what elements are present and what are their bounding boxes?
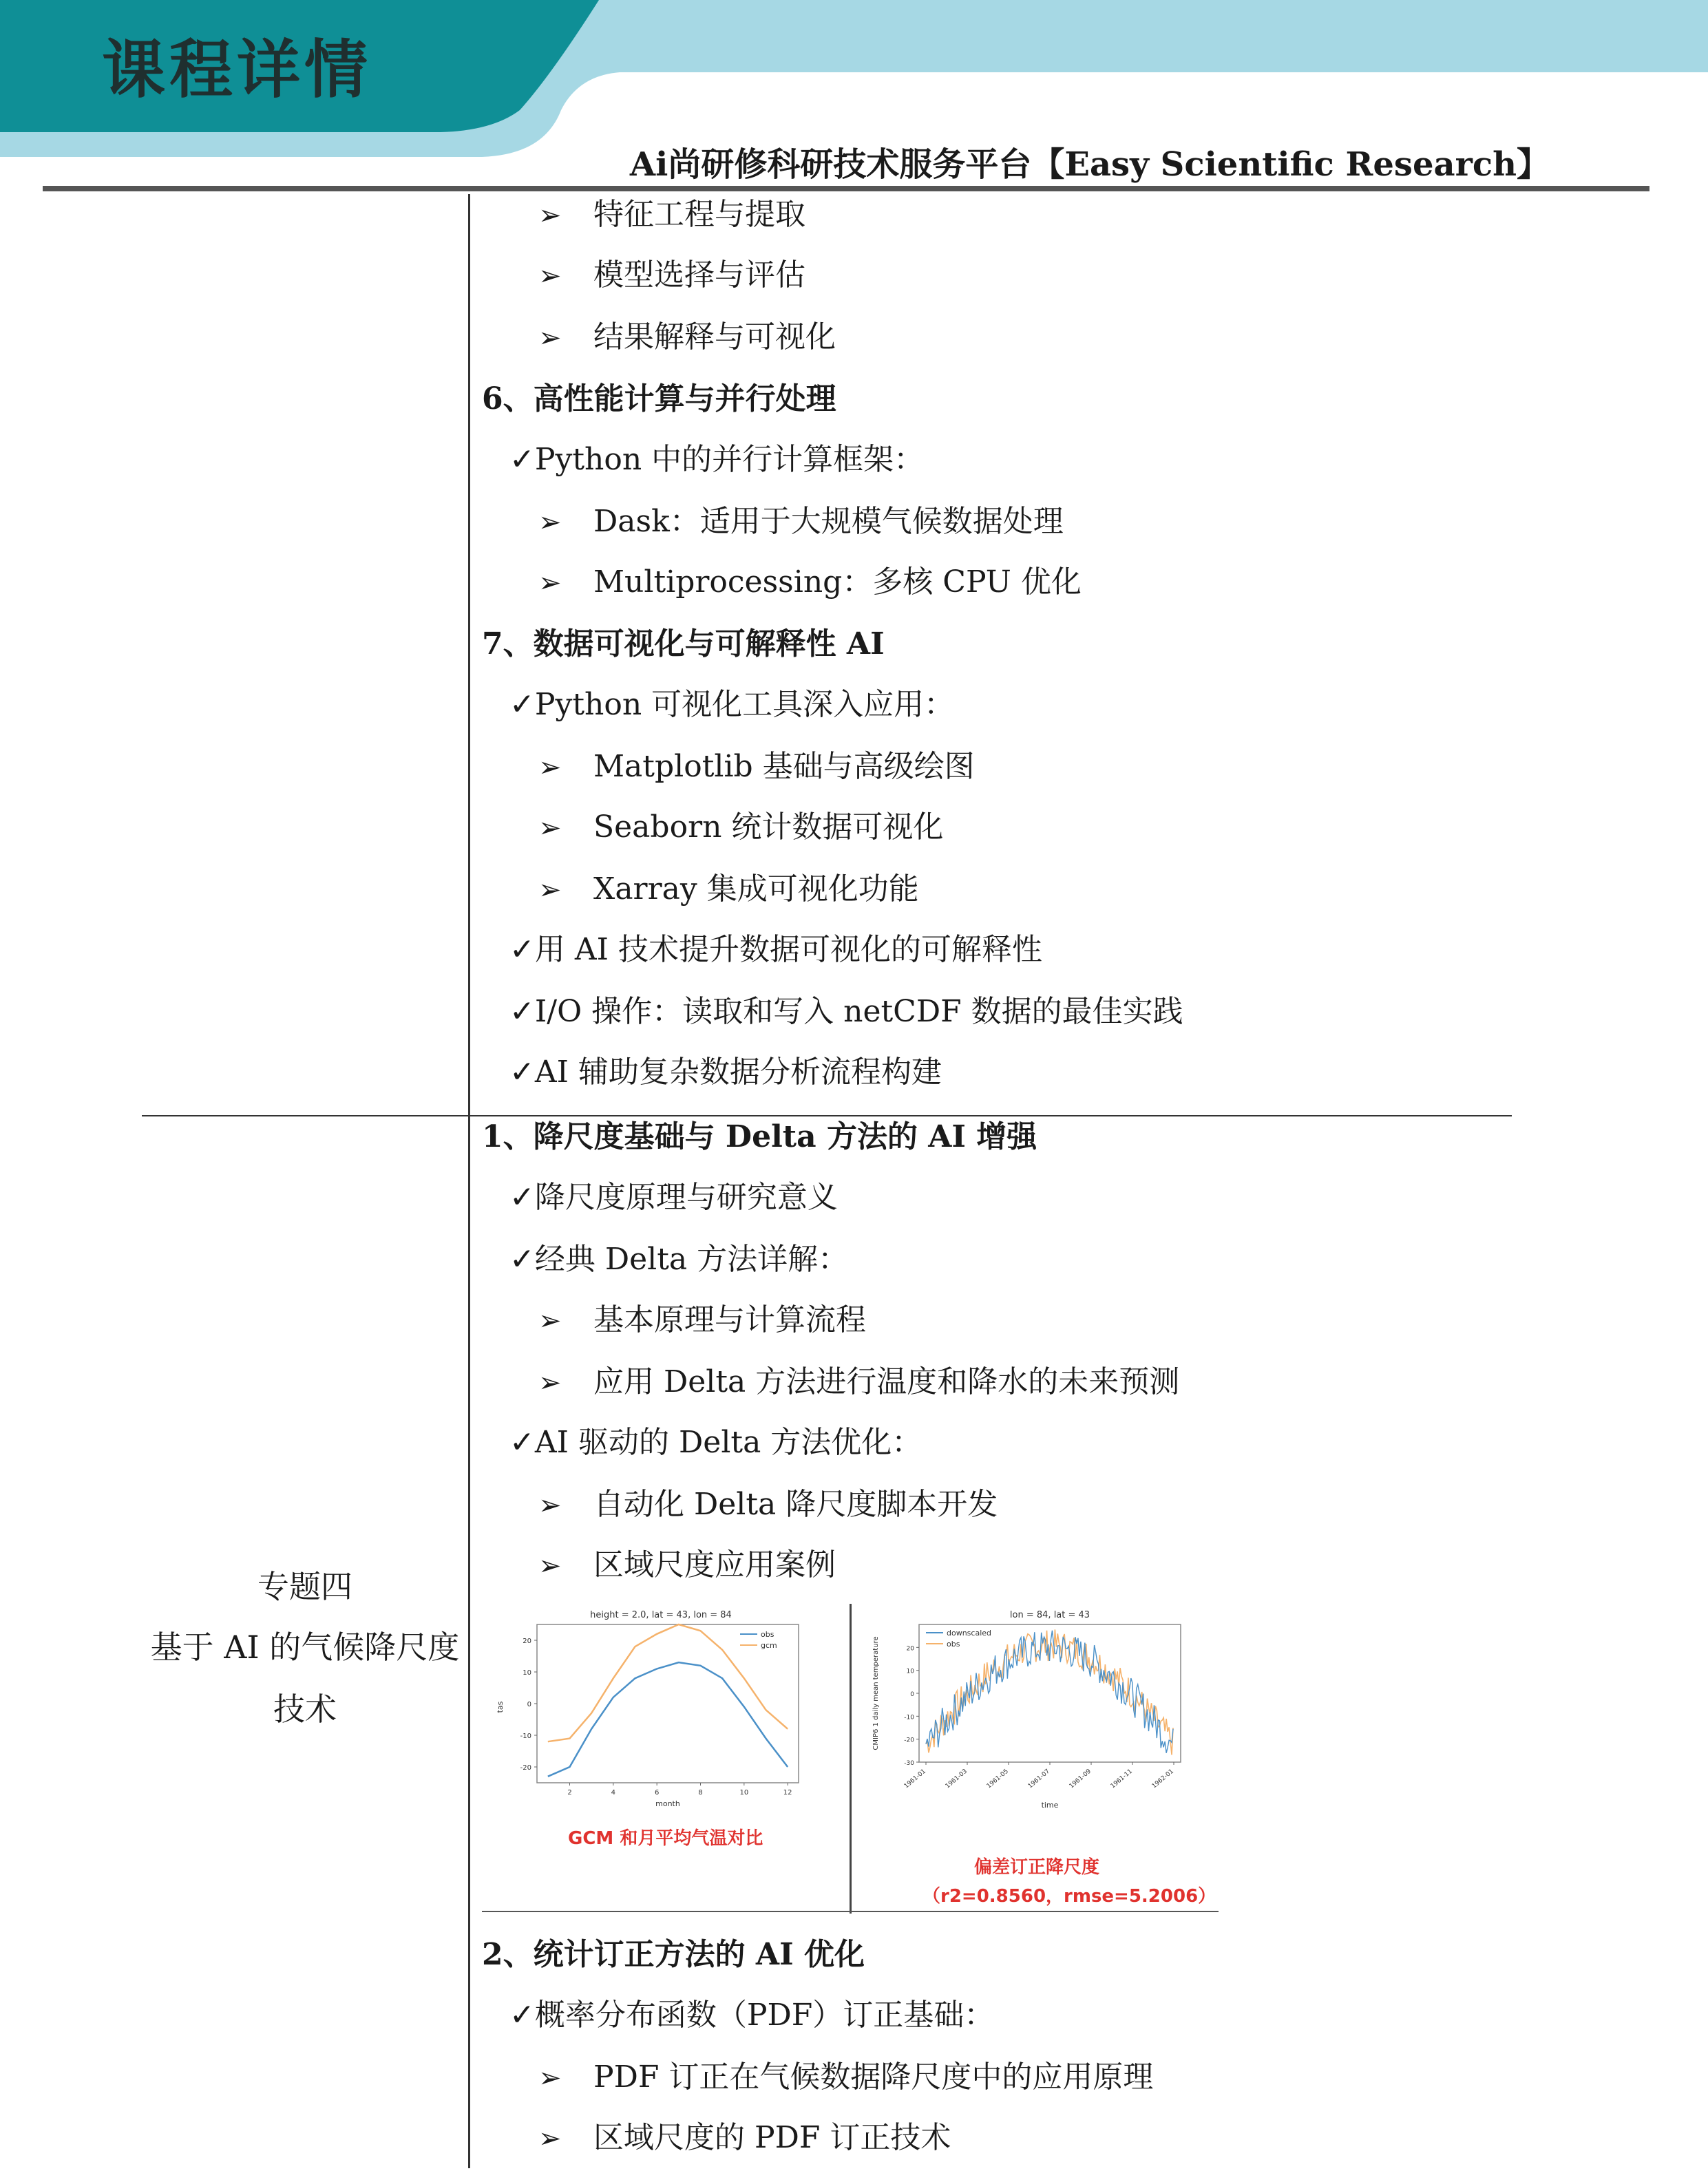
- figure-divider: [850, 1604, 852, 1914]
- x-axis-label: month: [655, 1799, 680, 1808]
- monthly-temp-chart: [482, 1604, 840, 1810]
- check-icon: ✓: [509, 687, 535, 722]
- y-axis-label: CMIP6 1 daily mean temperature: [872, 1636, 880, 1750]
- legend-label-obs: obs: [947, 1640, 960, 1649]
- arrow-icon: ➢: [538, 507, 562, 538]
- chart-title: height = 2.0, lat = 43, lon = 84: [590, 1610, 732, 1620]
- x-tick-label: 1961-01: [903, 1768, 927, 1790]
- x-tick-label: 1961-07: [1026, 1768, 1051, 1790]
- figure-right: [857, 1604, 1215, 1907]
- arrow-icon: ➢: [538, 1305, 562, 1337]
- list-item: ➢ 区域尺度的 PDF 订正技术: [538, 2120, 951, 2155]
- check-item: ✓经典 Delta 方法详解：: [509, 1242, 849, 1277]
- list-item: ➢ 基本原理与计算流程: [538, 1302, 866, 1337]
- y-tick-label: -20: [520, 1764, 531, 1772]
- list-item: ➢ 结果解释与可视化: [538, 319, 836, 354]
- downscaled-timeseries-chart: [857, 1604, 1215, 1810]
- topic-label-line1: 专题四: [257, 1568, 352, 1605]
- check-icon: ✓: [509, 1998, 535, 2033]
- y-tick-label: 0: [527, 1701, 531, 1708]
- y-tick-label: -10: [904, 1714, 914, 1722]
- arrow-icon: ➢: [538, 567, 562, 599]
- check-icon: ✓: [509, 442, 535, 477]
- list-item: ➢ 特征工程与提取: [538, 197, 805, 232]
- legend-label-downscaled: downscaled: [947, 1629, 992, 1638]
- list-item: ➢ Xarray 集成可视化功能: [538, 871, 919, 907]
- x-axis-label: time: [1041, 1801, 1059, 1810]
- y-tick-label: 0: [910, 1691, 914, 1698]
- list-item: ➢ Matplotlib 基础与高级绘图: [538, 749, 975, 784]
- x-tick-label: 1961-03: [944, 1768, 969, 1790]
- arrow-icon: ➢: [538, 874, 562, 906]
- list-item: ➢ PDF 订正在气候数据降尺度中的应用原理: [538, 2059, 1154, 2095]
- arrow-icon: ➢: [538, 2123, 562, 2154]
- list-item: ➢ Seaborn 统计数据可视化: [538, 809, 944, 845]
- page-title: 课程详情: [102, 33, 372, 107]
- legend-label-obs: obs: [761, 1630, 774, 1639]
- section-heading: 7、数据可视化与可解释性 AI: [482, 626, 885, 661]
- check-item: ✓AI 驱动的 Delta 方法优化：: [509, 1425, 922, 1460]
- check-icon: ✓: [509, 1425, 535, 1460]
- arrow-icon: ➢: [538, 2062, 562, 2094]
- y-tick-label: 20: [906, 1645, 914, 1653]
- figure-panel: [482, 1604, 1219, 1914]
- arrow-icon: ➢: [538, 812, 562, 844]
- figure-caption-right: 偏差订正降尺度: [974, 1857, 1100, 1878]
- x-tick-label: 1962-01: [1150, 1768, 1175, 1790]
- x-tick-label: 8: [698, 1789, 703, 1797]
- arrow-icon: ➢: [538, 1490, 562, 1521]
- y-tick-label: 10: [523, 1669, 531, 1677]
- check-item: ✓概率分布函数（PDF）订正基础：: [509, 1998, 995, 2033]
- topic-label-line2: 基于 AI 的气候降尺度: [150, 1629, 460, 1666]
- table-column-divider: [468, 194, 470, 2168]
- plot-frame: [537, 1624, 799, 1783]
- y-tick-label: -20: [904, 1737, 914, 1744]
- x-tick-label: 10: [739, 1789, 749, 1797]
- check-icon: ✓: [509, 1180, 535, 1215]
- x-tick-label: 1961-09: [1068, 1768, 1093, 1790]
- check-item: ✓I/O 操作：读取和写入 netCDF 数据的最佳实践: [509, 994, 1183, 1029]
- x-tick-label: 1961-11: [1109, 1768, 1134, 1790]
- figure-caption-left: GCM 和月平均气温对比: [568, 1828, 763, 1849]
- list-item: ➢ 区域尺度应用案例: [538, 1547, 836, 1582]
- check-icon: ✓: [509, 932, 535, 967]
- y-tick-label: -30: [904, 1760, 914, 1767]
- arrow-icon: ➢: [538, 1550, 562, 1582]
- check-icon: ✓: [509, 994, 535, 1029]
- figure-stats: （r2=0.8560，rmse=5.2006）: [922, 1886, 1216, 1907]
- check-item: ✓AI 辅助复杂数据分析流程构建: [509, 1055, 942, 1090]
- y-tick-label: 10: [906, 1668, 914, 1675]
- list-item: ➢ Multiprocessing：多核 CPU 优化: [538, 564, 1082, 600]
- check-item: ✓Python 可视化工具深入应用：: [509, 687, 955, 722]
- y-axis-label: tas: [496, 1701, 505, 1713]
- arrow-icon: ➢: [538, 260, 562, 292]
- platform-name: Ai尚研修科研技术服务平台【Easy Scientific Research】: [629, 145, 1550, 184]
- check-icon: ✓: [509, 1055, 535, 1090]
- check-item: ✓降尺度原理与研究意义: [509, 1180, 838, 1215]
- x-tick-label: 12: [783, 1789, 792, 1797]
- topic-label-line3: 技术: [273, 1691, 337, 1728]
- list-item: ➢ 自动化 Delta 降尺度脚本开发: [538, 1487, 998, 1522]
- x-tick-label: 2: [567, 1789, 572, 1797]
- list-item: ➢ 应用 Delta 方法进行温度和降水的未来预测: [538, 1364, 1180, 1399]
- check-icon: ✓: [509, 1242, 535, 1277]
- header-divider: [43, 186, 1649, 191]
- series-line-gcm: [548, 1624, 788, 1741]
- series-line-obs: [548, 1662, 788, 1777]
- arrow-icon: ➢: [538, 322, 562, 354]
- section-heading: 2、统计订正方法的 AI 优化: [482, 1937, 865, 1972]
- section-heading: 6、高性能计算与并行处理: [482, 381, 836, 416]
- arrow-icon: ➢: [538, 200, 562, 231]
- list-item: ➢ 模型选择与评估: [538, 257, 805, 293]
- figure-baseline: [482, 1911, 1219, 1912]
- table-row-divider: [142, 1115, 1512, 1116]
- list-item: ➢ Dask：适用于大规模气候数据处理: [538, 504, 1064, 539]
- y-tick-label: -10: [520, 1733, 531, 1740]
- x-tick-label: 1961-05: [985, 1768, 1010, 1790]
- figure-left: [482, 1604, 840, 1907]
- x-tick-label: 4: [611, 1789, 616, 1797]
- arrow-icon: ➢: [538, 752, 562, 783]
- chart-title: lon = 84, lat = 43: [1009, 1610, 1090, 1620]
- legend-label-gcm: gcm: [761, 1641, 777, 1650]
- y-tick-label: 20: [523, 1638, 531, 1645]
- section-heading: 1、降尺度基础与 Delta 方法的 AI 增强: [482, 1119, 1037, 1154]
- arrow-icon: ➢: [538, 1367, 562, 1399]
- check-item: ✓用 AI 技术提升数据可视化的可解释性: [509, 932, 1043, 967]
- check-item: ✓Python 中的并行计算框架：: [509, 442, 925, 477]
- x-tick-label: 6: [654, 1789, 660, 1797]
